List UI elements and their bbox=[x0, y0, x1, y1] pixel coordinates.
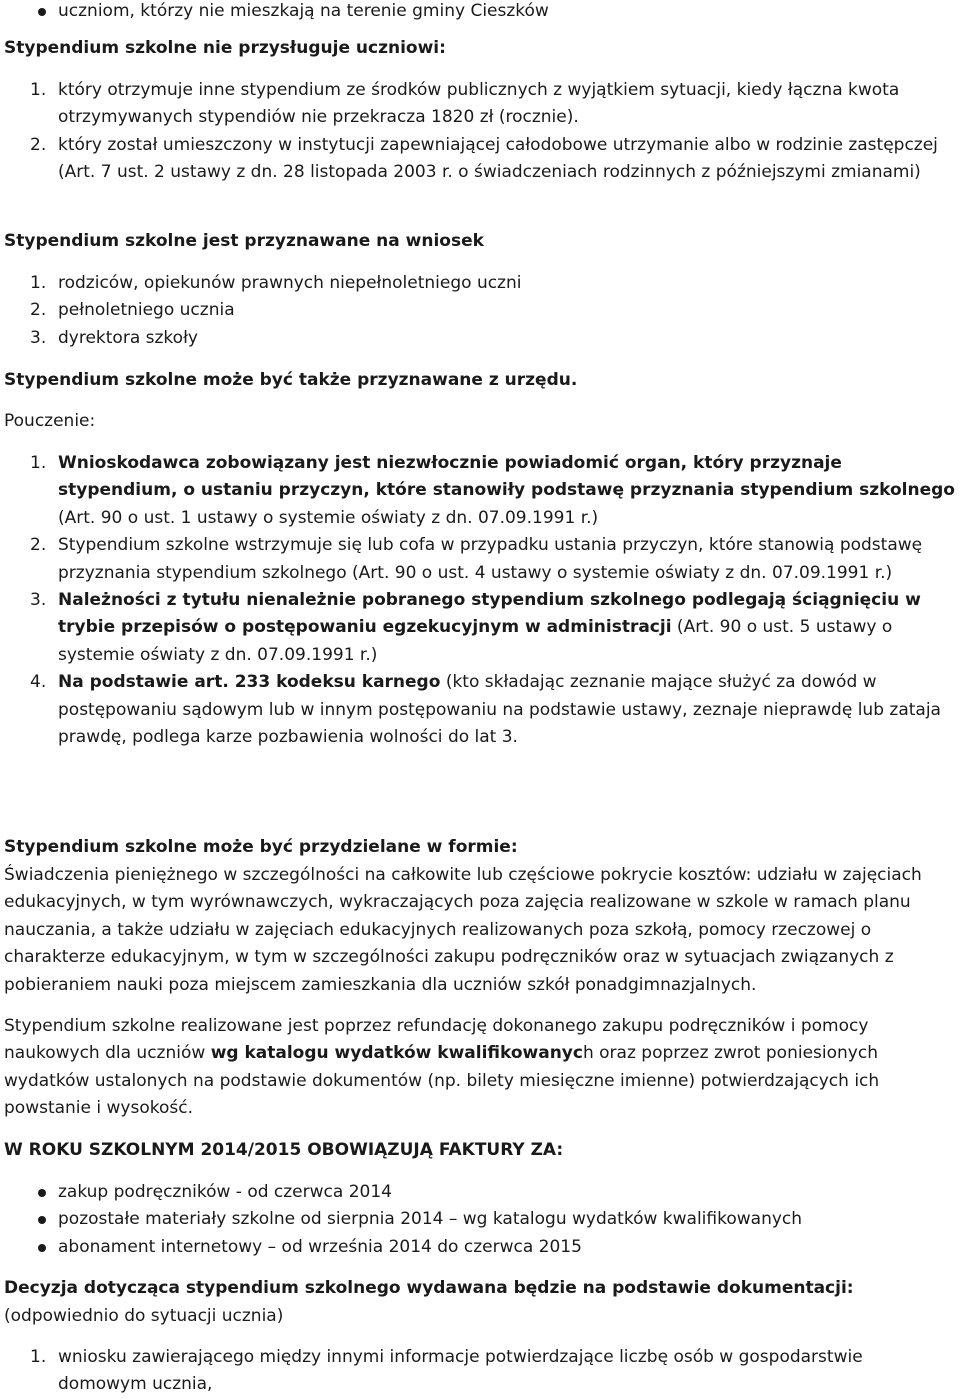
on-request-heading: Stypendium szkolne jest przyznawane na wniosek bbox=[4, 231, 484, 251]
top-bullet-list bbox=[4, 0, 956, 25]
item-number: 1. bbox=[30, 453, 47, 473]
decision-subheading: (odpowiednio do sytuacji ucznia) bbox=[4, 1306, 284, 1326]
refund-text-end: h oraz poprzez zwrot poniesionych wydatków ustalonych na podstawie dokumentów (np. bilety miesięczne imienne) potwierdzających ich powstanie i wysokość. bbox=[4, 1043, 880, 1119]
instruction-list bbox=[4, 450, 956, 751]
list-item: uczniom, którzy nie mieszkają na terenie gminy Cieszków bbox=[4, 0, 956, 25]
decision-list bbox=[4, 1344, 956, 1399]
item-number: 1. bbox=[30, 273, 47, 293]
item-text: Stypendium szkolne wstrzymuje się lub cofa w przypadku ustania przyczyn, które stanowią podstawę przyznania stypendium szkolnego (Art. 90 o ust. 4 ustawy o systemie oświaty z dn. 07.09.1991 r.) bbox=[58, 535, 923, 583]
item-number: 2. bbox=[30, 535, 47, 556]
invoices-heading: W ROKU SZKOLNYM 2014/2015 OBOWIĄZUJĄ FAKTURY ZA: bbox=[4, 1140, 564, 1160]
item-number: 1. bbox=[30, 1347, 47, 1367]
item-text: który został umieszczony w instytucji zapewniającej całodobowe utrzymanie albo w rodzinie zastępczej (Art. 7 ust. 2 ustawy z dn. 28 listopada 2003 r. o świadczeniach rodzinnych z późniejszymi zmianami) bbox=[58, 134, 938, 183]
list-item: abonament internetowy – od września 2014 do czerwca 2015 bbox=[4, 1234, 956, 1261]
not-entitled-list bbox=[4, 77, 956, 187]
item-text: który otrzymuje inne stypendium ze środków publicznych z wyjątkiem sytuacji, kiedy łączna kwota otrzymywanych stypendiów nie przekracza 1820 zł (rocznie). bbox=[58, 80, 900, 128]
item-bold-text: Należności z tytułu nienależnie pobranego stypendium szkolnego podlegają ściągnięciu w trybie przepisów o postępowaniu egzekucyjnym w administracji bbox=[58, 590, 921, 638]
list-item: pozostałe materiały szkolne od sierpnia 2014 – wg katalogu wydatków kwalifikowanych bbox=[4, 1206, 956, 1233]
item-number: 4. bbox=[30, 672, 47, 693]
on-request-list bbox=[4, 270, 956, 352]
item-text: (Art. 90 o ust. 5 ustawy o systemie oświaty z dn. 07.09.1991 r.) bbox=[58, 617, 893, 665]
item-number: 1. bbox=[30, 80, 47, 100]
list-item bbox=[4, 669, 956, 751]
list-item bbox=[4, 77, 956, 132]
item-bold-text: Wnioskodawca zobowiązany jest niezwłocznie powiadomić organ, który przyznaje stypendium, o ustaniu przyczyn, które stanowiły podstawę przyznania stypendium szkolnego bbox=[58, 453, 955, 501]
item-text: rodziców, opiekunów prawnych niepełnoletniego uczni bbox=[58, 273, 522, 293]
item-number: 3. bbox=[30, 327, 47, 348]
list-item bbox=[4, 1344, 956, 1399]
item-bold-text: Na podstawie art. 233 kodeksu karnego bbox=[58, 672, 441, 693]
item-number: 2. bbox=[30, 134, 47, 155]
item-text: (Art. 90 o ust. 1 ustawy o systemie oświaty z dn. 07.09.1991 r.) bbox=[58, 507, 599, 528]
item-number: 3. bbox=[30, 590, 47, 611]
list-item bbox=[4, 325, 956, 352]
list-item bbox=[4, 450, 956, 532]
instruction-heading: Pouczenie: bbox=[4, 411, 96, 431]
invoices-list bbox=[4, 1179, 956, 1261]
item-text: pełnoletniego ucznia bbox=[58, 300, 235, 321]
list-item bbox=[4, 532, 956, 587]
ex-officio-text: Stypendium szkolne może być także przyznawane z urzędu. bbox=[4, 370, 578, 390]
list-item: zakup podręczników - od czerwca 2014 bbox=[4, 1179, 956, 1206]
not-entitled-heading: Stypendium szkolne nie przysługuje uczniowi: bbox=[4, 38, 446, 58]
item-text: (kto składając zeznanie mające służyć za dowód w postępowaniu sądowym lub w innym postępowaniu na podstawie ustawy, zeznaje nieprawdę lub zataja prawdę, podlega karze pozbawienia wolności do lat 3. bbox=[58, 672, 941, 748]
forms-paragraph: Świadczenia pieniężnego w szczególności na całkowite lub częściowe pokrycie kosztów: udziału w zajęciach edukacyjnych, w tym wyrównawczych, wykraczających poza zajęcia realizowane w szkole w ramach planu nauczania, a także udziału w zajęciach edukacyjnych realizowanych poza szkołą, pomocy rzeczowej o charakterze edukacyjnym, w tym w szczególności zakupu podręczników oraz w sytuacjach związanych z pobieraniem nauki poza miejscem zamieszkania dla uczniów szkół ponadgimnazjalnych. bbox=[4, 865, 922, 995]
list-item bbox=[4, 132, 956, 187]
refund-paragraph bbox=[4, 1013, 956, 1123]
refund-bold-text: wg katalogu wydatków kwalifikowanyc bbox=[210, 1043, 583, 1064]
forms-heading: Stypendium szkolne może być przydzielane w formie: bbox=[4, 837, 518, 857]
list-item bbox=[4, 587, 956, 669]
item-number: 2. bbox=[30, 300, 47, 321]
decision-heading: Decyzja dotycząca stypendium szkolnego wydawana będzie na podstawie dokumentacji: bbox=[4, 1278, 854, 1298]
refund-text: Stypendium szkolne realizowane jest poprzez refundację dokonanego zakupu podręczników i pomocy naukowych dla uczniów bbox=[4, 1016, 869, 1064]
list-item bbox=[4, 297, 956, 324]
list-item bbox=[4, 270, 956, 297]
item-text: wniosku zawierającego między innymi informacje potwierdzające liczbę osób w gospodarstwie domowym ucznia, bbox=[58, 1347, 863, 1395]
item-text: dyrektora szkoły bbox=[58, 327, 198, 348]
